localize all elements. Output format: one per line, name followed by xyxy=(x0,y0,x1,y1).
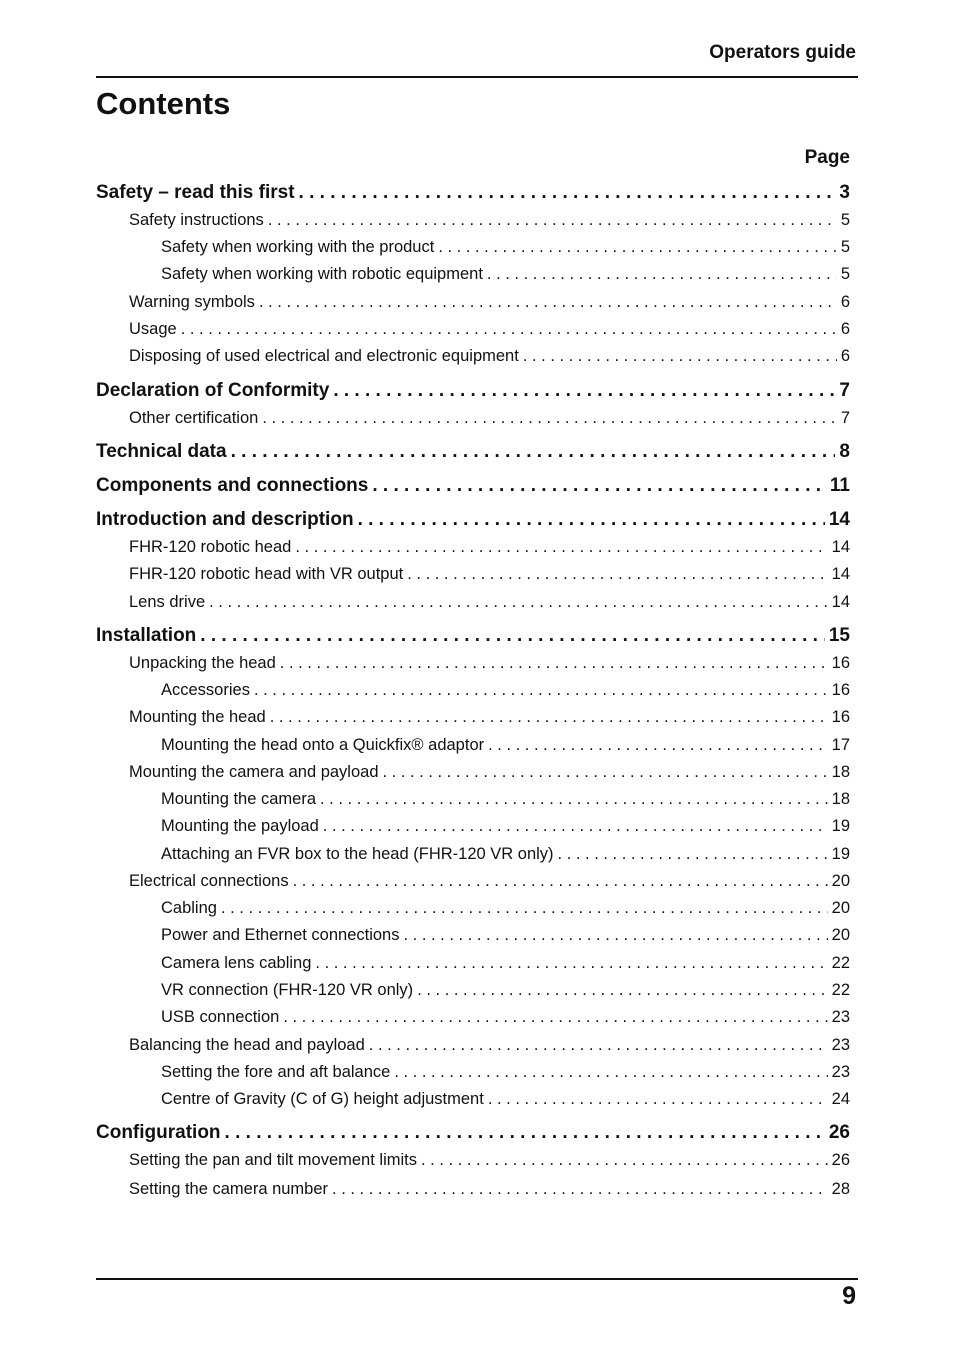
toc-entry-page: 3 xyxy=(839,182,850,203)
toc-entry[interactable] xyxy=(161,681,850,700)
toc-entry-page: 6 xyxy=(840,293,850,311)
toc-entry-label: Components and connections xyxy=(96,475,369,496)
toc-entry[interactable] xyxy=(129,565,850,584)
toc-entry-label: VR connection (FHR-120 VR only) xyxy=(161,981,414,999)
toc-leader-dots xyxy=(368,475,826,497)
toc-entry-label: Unpacking the head xyxy=(129,654,276,672)
toc-leader-dots xyxy=(279,1008,827,1027)
toc-entry-label: Mounting the camera and payload xyxy=(129,763,379,781)
toc-entry-label: Lens drive xyxy=(129,593,206,611)
toc-leader-dots xyxy=(365,1036,828,1055)
toc-leader-dots xyxy=(403,565,827,584)
toc-entry[interactable] xyxy=(129,211,850,230)
toc-entry-page: 26 xyxy=(831,1151,850,1169)
toc-entry-page: 14 xyxy=(831,565,850,583)
toc-entry-label: Balancing the head and payload xyxy=(129,1036,365,1054)
toc-entry-label: Power and Ethernet connections xyxy=(161,926,400,944)
toc-entry-label: Technical data xyxy=(96,441,227,462)
toc-entry-page: 26 xyxy=(828,1122,850,1143)
toc-entry-label: Usage xyxy=(129,320,177,338)
toc-entry-label: Centre of Gravity (C of G) height adjustment xyxy=(161,1090,484,1108)
toc-entry-page: 11 xyxy=(829,475,850,496)
toc-entry[interactable] xyxy=(161,265,850,284)
toc-entry-label: Mounting the payload xyxy=(161,817,319,835)
toc-entry-label: Mounting the camera xyxy=(161,790,317,808)
toc-entry[interactable] xyxy=(96,509,850,531)
toc-entry-page: 6 xyxy=(840,347,850,365)
toc-entry-page: 8 xyxy=(839,441,850,462)
page-column-label: Page xyxy=(804,147,850,168)
toc-entry[interactable] xyxy=(96,475,850,497)
toc-entry-label: Safety when working with the product xyxy=(161,238,435,256)
toc-leader-dots xyxy=(311,954,827,973)
toc-entry[interactable] xyxy=(96,441,850,463)
toc-leader-dots xyxy=(295,182,836,204)
toc-leader-dots xyxy=(291,538,827,557)
toc-entry-page: 17 xyxy=(831,736,850,754)
toc-entry-page: 16 xyxy=(831,654,850,672)
toc-entry-label: Safety instructions xyxy=(129,211,264,229)
toc-entry[interactable] xyxy=(129,347,850,366)
toc-leader-dots xyxy=(319,817,828,836)
toc-entry-label: Cabling xyxy=(161,899,217,917)
toc-entry[interactable] xyxy=(161,899,850,918)
toc-entry-page: 7 xyxy=(839,380,850,401)
toc-entry[interactable] xyxy=(96,182,850,204)
toc-entry-label: Attaching an FVR box to the head (FHR-120 VR only) xyxy=(161,845,554,863)
toc-entry-label: Accessories xyxy=(161,681,250,699)
toc-entry[interactable] xyxy=(161,1063,850,1082)
page-number: 9 xyxy=(842,1282,856,1310)
toc-entry-label: Disposing of used electrical and electronic equipment xyxy=(129,347,519,365)
toc-entry-page: 16 xyxy=(831,708,850,726)
toc-entry[interactable] xyxy=(129,293,850,312)
toc-entry-label: Electrical connections xyxy=(129,872,289,890)
toc-leader-dots xyxy=(328,1180,828,1199)
toc-entry[interactable] xyxy=(161,238,850,257)
toc-entry-label: Introduction and description xyxy=(96,509,354,530)
toc-leader-dots xyxy=(554,845,828,864)
toc-entry-page: 15 xyxy=(828,625,850,646)
toc-entry-label: Mounting the head xyxy=(129,708,266,726)
toc-entry-page: 23 xyxy=(831,1063,850,1081)
toc-entry-page: 23 xyxy=(831,1036,850,1054)
toc-entry-label: Other certification xyxy=(129,409,259,427)
toc-leader-dots xyxy=(227,441,836,463)
toc-leader-dots xyxy=(417,1151,828,1170)
toc-leader-dots xyxy=(205,593,828,612)
toc-leader-dots xyxy=(276,654,828,673)
toc-entry-page: 18 xyxy=(831,790,850,808)
toc-entry[interactable] xyxy=(129,654,850,673)
toc-entry[interactable] xyxy=(129,320,850,339)
toc-leader-dots xyxy=(196,625,825,647)
header-rule xyxy=(96,76,858,78)
toc-entry[interactable] xyxy=(96,625,850,647)
toc-entry[interactable] xyxy=(161,845,850,864)
toc-entry[interactable] xyxy=(161,981,850,1000)
toc-entry[interactable] xyxy=(129,538,850,557)
toc-entry-label: FHR-120 robotic head with VR output xyxy=(129,565,404,583)
toc-leader-dots xyxy=(255,293,837,312)
toc-entry-label: Safety when working with robotic equipment xyxy=(161,265,483,283)
toc-entry-page: 28 xyxy=(831,1180,850,1198)
toc-entry[interactable] xyxy=(161,954,850,973)
toc-leader-dots xyxy=(519,347,837,366)
toc-leader-dots xyxy=(264,211,837,230)
toc-entry[interactable] xyxy=(129,409,850,428)
toc-entry-page: 5 xyxy=(840,265,850,283)
toc-entry[interactable] xyxy=(161,790,850,809)
toc-entry-page: 19 xyxy=(831,845,850,863)
toc-entry-page: 20 xyxy=(831,899,850,917)
toc-leader-dots xyxy=(329,380,835,402)
toc-entry-label: FHR-120 robotic head xyxy=(129,538,292,556)
toc-entry-page: 14 xyxy=(831,593,850,611)
toc-leader-dots xyxy=(413,981,827,1000)
toc-entry[interactable] xyxy=(129,708,850,727)
toc-entry[interactable] xyxy=(161,736,850,755)
toc-entry-page: 18 xyxy=(831,763,850,781)
toc-entry-page: 14 xyxy=(828,509,850,530)
toc-leader-dots xyxy=(400,926,828,945)
toc-entry-page: 14 xyxy=(831,538,850,556)
toc-entry[interactable] xyxy=(129,872,850,891)
toc-leader-dots xyxy=(177,320,837,339)
toc-leader-dots xyxy=(250,681,828,700)
toc-entry-page: 19 xyxy=(831,817,850,835)
toc-entry-page: 7 xyxy=(840,409,850,427)
toc-entry-label: Camera lens cabling xyxy=(161,954,312,972)
toc-leader-dots xyxy=(434,238,836,257)
toc-entry-page: 5 xyxy=(840,211,850,229)
toc-entry[interactable] xyxy=(129,1151,850,1170)
toc-leader-dots xyxy=(289,872,828,891)
toc-entry-label: Installation xyxy=(96,625,197,646)
toc-entry-page: 6 xyxy=(840,320,850,338)
toc-entry-page: 22 xyxy=(831,954,850,972)
toc-entry-page: 20 xyxy=(831,872,850,890)
toc-entry[interactable] xyxy=(129,593,850,612)
toc-leader-dots xyxy=(484,736,828,755)
toc-leader-dots xyxy=(266,708,828,727)
toc-entry[interactable] xyxy=(161,817,850,836)
toc-entry-label: Setting the camera number xyxy=(129,1180,329,1198)
toc-entry[interactable] xyxy=(161,1008,850,1027)
toc-entry[interactable] xyxy=(129,1036,850,1055)
toc-entry[interactable] xyxy=(96,380,850,402)
toc-entry-label: Configuration xyxy=(96,1122,221,1143)
toc-entry-page: 24 xyxy=(831,1090,850,1108)
running-header: Operators guide xyxy=(709,42,856,63)
toc-entry-label: Setting the fore and aft balance xyxy=(161,1063,391,1081)
toc-entry-label: Mounting the head onto a Quickfix® adaptor xyxy=(161,736,485,754)
toc-entry[interactable] xyxy=(161,1090,850,1109)
toc-entry-label: Safety – read this first xyxy=(96,182,295,203)
toc-entry-page: 23 xyxy=(831,1008,850,1026)
toc-leader-dots xyxy=(379,763,828,782)
toc-leader-dots xyxy=(354,509,825,531)
toc-leader-dots xyxy=(217,899,828,918)
toc-entry-label: Declaration of Conformity xyxy=(96,380,330,401)
toc-entry[interactable] xyxy=(129,1180,850,1199)
toc-leader-dots xyxy=(316,790,828,809)
toc-leader-dots xyxy=(221,1122,825,1144)
toc-entry[interactable] xyxy=(129,763,850,782)
toc-leader-dots xyxy=(258,409,837,428)
toc-entry-page: 22 xyxy=(831,981,850,999)
page-title: Contents xyxy=(96,86,231,121)
toc-entry[interactable] xyxy=(96,1122,850,1144)
toc-leader-dots xyxy=(484,1090,828,1109)
toc-entry-label: Setting the pan and tilt movement limits xyxy=(129,1151,417,1169)
footer-rule xyxy=(96,1278,858,1280)
toc-entry-page: 5 xyxy=(840,238,850,256)
toc-leader-dots xyxy=(390,1063,827,1082)
toc-entry[interactable] xyxy=(161,926,850,945)
toc-entry-page: 20 xyxy=(831,926,850,944)
toc-leader-dots xyxy=(483,265,837,284)
toc-entry-label: Warning symbols xyxy=(129,293,255,311)
toc-entry-label: USB connection xyxy=(161,1008,280,1026)
toc-entry-page: 16 xyxy=(831,681,850,699)
